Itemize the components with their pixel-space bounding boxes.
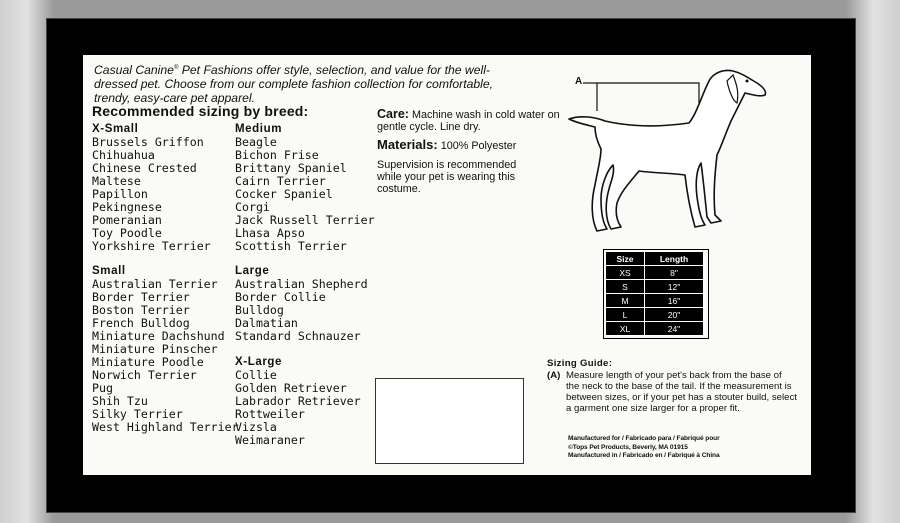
product-label-card xyxy=(83,55,811,475)
size-table-header xyxy=(606,252,704,266)
breed-item: Australian Shepherd xyxy=(235,277,368,291)
breed-item: Boston Terrier xyxy=(92,303,190,317)
breed-item: Standard Schnauzer xyxy=(235,329,361,343)
manufacturer-info xyxy=(568,435,788,461)
breed-item: Labrador Retriever xyxy=(235,394,361,408)
breed-group-label: Large xyxy=(235,265,270,277)
blank-label-box xyxy=(375,378,524,464)
length-cell: 8" xyxy=(645,266,704,280)
measurement-marker-label: A xyxy=(575,76,583,87)
size-cell: M xyxy=(606,294,645,308)
breed-item: Beagle xyxy=(235,135,277,149)
sizing-guide-tag: (A) xyxy=(547,370,561,381)
sizing-guide-text: Measure length of your pet's back from the base of the neck to the base of the tail. If the measurement is between sizes, or if your pet has a stouter build, select a garment one size larger for a proper fit. xyxy=(566,370,797,414)
breed-item: Pug xyxy=(92,381,113,395)
size-cell: XL xyxy=(606,322,645,336)
supervision-note: Supervision is recommended while your pet is wearing this costume. xyxy=(377,159,517,195)
breed-item: Miniature Dachshund xyxy=(92,329,225,343)
materials-label: Materials: xyxy=(377,137,438,152)
breed-item: Yorkshire Terrier xyxy=(92,239,211,253)
breed-group-xsmall xyxy=(92,123,211,253)
size-cell: XS xyxy=(606,266,645,280)
breed-group-label: X-Large xyxy=(235,356,283,368)
breed-item: Miniature Pinscher xyxy=(92,342,218,356)
breed-item: Papillon xyxy=(92,187,148,201)
breed-item: Toy Poodle xyxy=(92,226,162,240)
care-label: Care: xyxy=(377,107,409,121)
length-cell: 24" xyxy=(645,322,704,336)
size-chart-table xyxy=(605,251,704,336)
table-row xyxy=(606,266,704,280)
brand-name: Casual Canine xyxy=(94,63,174,78)
breed-item: Chihuahua xyxy=(92,148,155,162)
breed-item: Maltese xyxy=(92,174,141,188)
breed-item: Silky Terrier xyxy=(92,407,183,421)
intro-text: Pet Fashions offer style, selection, and value for the well-dressed pet. Choose from our complete fashion collection for comfortable, trendy, easy-care pet apparel. xyxy=(94,63,494,106)
breed-group-large xyxy=(235,265,368,343)
size-cell: L xyxy=(606,308,645,322)
breed-group-small xyxy=(92,265,239,434)
dog-measurement-diagram xyxy=(561,63,791,248)
breed-item: Bichon Frise xyxy=(235,148,319,162)
manufacturer-line: Manufactured for / Fabricado para / Fabriqué pour xyxy=(568,435,720,442)
table-row xyxy=(606,294,704,308)
breed-item: Vizsla xyxy=(235,420,277,434)
breed-item: French Bulldog xyxy=(92,316,190,330)
breed-group-medium xyxy=(235,123,375,253)
materials-info xyxy=(377,137,516,152)
table-row xyxy=(606,280,704,294)
measurement-bracket-icon xyxy=(583,83,699,111)
breed-item: Dalmatian xyxy=(235,316,298,330)
dog-eye-icon xyxy=(746,80,749,83)
length-header: Length xyxy=(645,252,704,266)
breed-item: Lhasa Apso xyxy=(235,226,305,240)
breed-item: Cairn Terrier xyxy=(235,174,326,188)
breed-item: Jack Russell Terrier xyxy=(235,213,375,227)
care-text: Machine wash in cold water on gentle cycle. Line dry. xyxy=(377,109,560,133)
sizing-guide-title: Sizing Guide: xyxy=(547,358,613,369)
size-header: Size xyxy=(606,252,645,266)
breed-item: Australian Terrier xyxy=(92,277,218,291)
breed-group-label: Medium xyxy=(235,123,283,135)
length-cell: 20" xyxy=(645,308,704,322)
breed-item: Golden Retriever xyxy=(235,381,347,395)
registered-mark: ® xyxy=(173,65,179,71)
breed-item: Border Collie xyxy=(235,290,326,304)
manufacturer-line: Manufactured in / Fabricado en / Fabriqué à China xyxy=(568,452,720,459)
size-cell: S xyxy=(606,280,645,294)
breed-item: Chinese Crested xyxy=(92,161,197,175)
table-row xyxy=(606,322,704,336)
breed-item: Norwich Terrier xyxy=(92,368,197,382)
breed-item: Brussels Griffon xyxy=(92,135,204,149)
breed-item: Weimaraner xyxy=(235,433,305,447)
length-cell: 16" xyxy=(645,294,704,308)
sizing-guide xyxy=(547,358,797,414)
breed-item: Brittany Spaniel xyxy=(235,161,347,175)
breed-item: Cocker Spaniel xyxy=(235,187,333,201)
breed-item: Border Terrier xyxy=(92,290,190,304)
breed-item: Shih Tzu xyxy=(92,394,148,408)
breed-item: Rottweiler xyxy=(235,407,305,421)
breed-item: Scottish Terrier xyxy=(235,239,347,253)
breed-item: Collie xyxy=(235,368,277,382)
breed-item: Corgi xyxy=(235,200,270,214)
breed-item: Pekingnese xyxy=(92,200,162,214)
breed-group-label: X-Small xyxy=(92,123,139,135)
breed-item: Pomeranian xyxy=(92,213,162,227)
breed-item: Bulldog xyxy=(235,303,284,317)
length-cell: 12" xyxy=(645,280,704,294)
breed-group-label: Small xyxy=(92,265,126,277)
breed-item: West Highland Terrier xyxy=(92,420,239,434)
sizing-title: Recommended sizing by breed: xyxy=(92,103,309,119)
breed-group-xlarge xyxy=(235,356,361,447)
table-row xyxy=(606,308,704,322)
breed-item: Miniature Poodle xyxy=(92,355,204,369)
materials-text: 100% Polyester xyxy=(437,140,517,152)
manufacturer-line: ©Tops Pet Products, Beverly, MA 01915 xyxy=(568,443,688,451)
intro-paragraph xyxy=(94,61,514,105)
care-instructions xyxy=(377,108,577,133)
